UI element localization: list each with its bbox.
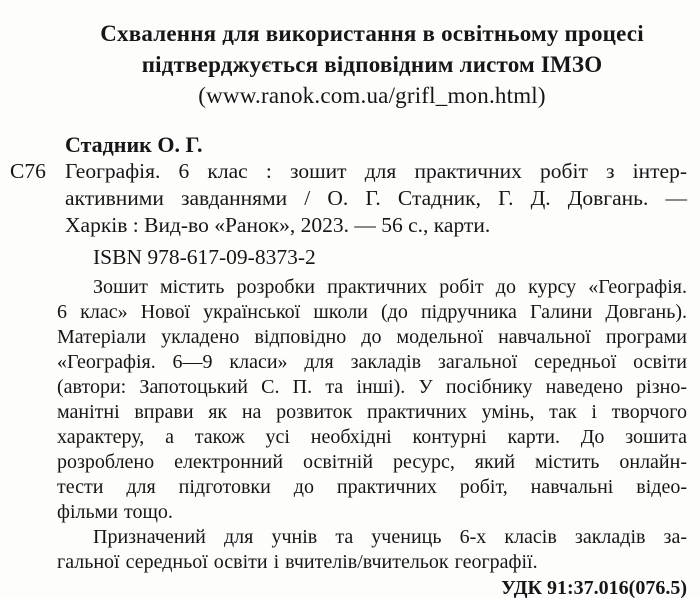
approval-line-1: Схвалення для використання в освітньому процесі (100, 21, 644, 46)
text-line: Призначений для учнів та учениць 6-х класів закладів за- (93, 526, 687, 548)
text-line: розроблено електронний освітній ресурс, який містить онлайн- (57, 451, 687, 473)
text-line: активними завданнями / О. Г. Стадник, Г. Д. Довгань. — (65, 186, 687, 210)
audience-paragraph (57, 525, 687, 575)
text-line: Географія. 6 клас : зошит для практичних робіт з інтер- (65, 159, 687, 183)
text-line: гальної середньої освіти і вчителів/вчительок географії. (57, 551, 538, 573)
catalog-entry (10, 158, 687, 239)
approval-url: (www.ranok.com.ua/grifl_mon.html) (198, 83, 546, 108)
isbn-line: ISBN 978-617-09-8373-2 (93, 245, 316, 269)
annotation-paragraph (57, 275, 687, 525)
catalog-code: С76 (10, 159, 46, 183)
text-line: Матеріали укладено відповідно до модельної навчальної програми (57, 326, 687, 348)
author-heading: Стадник О. Г. (65, 132, 203, 157)
text-line: манітні вправи як на розвиток практичних умінь, так і творчого (57, 401, 687, 423)
text-line: тести для підготовки до практичних робіт, навчальні відео- (57, 476, 687, 498)
udk-number: УДК 91:37.016(076.5) (501, 577, 687, 598)
text-line: (автори: Запотоцький С. П. та інші). У посібнику наведено різно- (57, 376, 687, 398)
text-line: Харків : Вид-во «Ранок», 2023. — 56 с., карти. (65, 213, 491, 237)
approval-notice (57, 18, 687, 111)
text-line: «Географія. 6—9 класи» для закладів загальної середньої освіти (57, 351, 687, 373)
text-line: характеру, а також усі необхідні контурні карти. До зошита (57, 426, 687, 448)
text-line: 6 клас» Нової української школи (до підручника Галини Довгань). (57, 301, 687, 323)
text-line: фільми тощо. (57, 501, 173, 523)
approval-line-2: підтверджується відповідним листом ІМЗО (141, 52, 603, 77)
text-block (10, 0, 687, 598)
text-line: Зошит містить розробки практичних робіт до курсу «Географія. (93, 276, 687, 298)
